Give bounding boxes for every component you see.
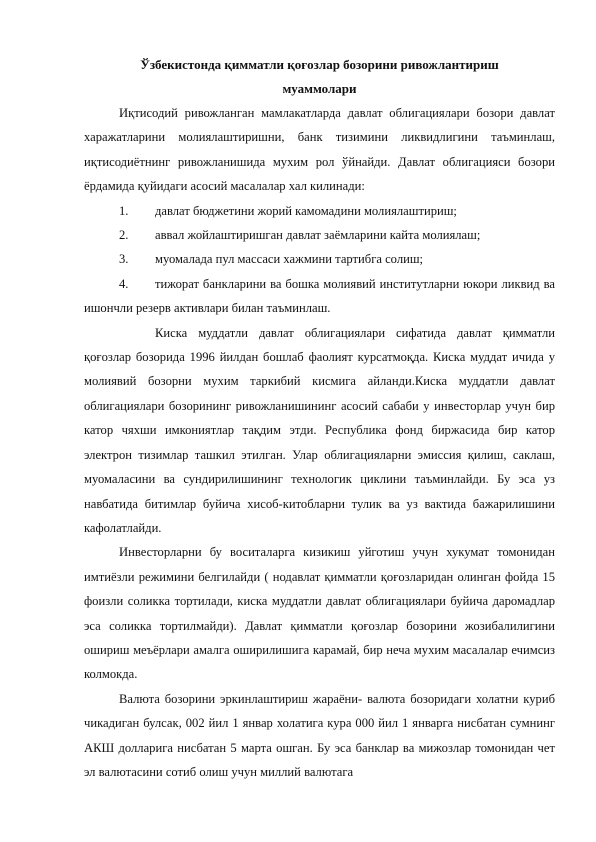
list-item-number: 3. — [119, 252, 129, 267]
currency-market-paragraph: Валюта бозорини эркинлаштириш жараёни- валюта бозоридаги холатни куриб чикадиган булсак, 002 йил 1 январ холатига кура 000 йил 1 январга нисбатан сумнинг АКШ долларига нисбатан 5 марта ошган. Бу эса банклар ва мижозлар томонидан чет эл валютасини сотиб олиш учун миллий валютага — [84, 691, 555, 779]
list-item — [84, 247, 555, 271]
list-item — [84, 199, 555, 223]
list-item-text: муомалада пул массаси хажмини тартибга солиш; — [155, 252, 424, 267]
document-page — [84, 53, 555, 784]
document-title-line-1: Ўзбекистонда қимматли қоғозлар бозорини ривожлантириш — [140, 57, 499, 72]
tasks-list — [84, 199, 555, 321]
document-title-line-2: муаммолари — [282, 81, 357, 96]
list-item-number: 4. — [119, 276, 129, 291]
list-item-number: 2. — [119, 228, 129, 243]
list-item-text: тижорат банкларини ва бошка молиявий институтларни юкори ликвид ва ишончли резерв активлари билан таъминлаш. — [84, 276, 555, 316]
list-item — [84, 223, 555, 247]
investors-paragraph: Инвесторларни бу воситаларга кизикиш уйготиш учун хукумат томонидан имтиёзли режимини белгилайди ( нодавлат қимматли қоғозларидан олинган фойда 15 фоизли соликка тортилади, киска муддатли давлат облигациялари буйича даромадлар эса соликка тортилмайди). Давлат қимматли қоғозлар бозорини жозибалилигини ошириш меъёрлари амалга оширилишига карамай, бир неча мухим масалалар ечимсиз колмокда. — [84, 545, 555, 682]
short-term-bonds-paragraph: Киска муддатли давлат облигациялари сифатида давлат қимматли қоғозлар бозорида 1996 йилдан бошлаб фаолият курсатмоқда. Киска муддат ичида у молиявий бозорни мухим таркибий кисмига айланди.Киска муддатли давлат облигациялари бозорининг ривожланишининг асосий сабаби у инвесторлар учун бир катор чяхши имкониятлар тақдим этди. Республика фонд биржасида бир катор электрон тизимлар ташкил этилган. Улар облигацияларни эмиссия қилиш, саклаш, муомаласини ва сундирилишининг технологик циклини таъминлайди. Бу эса уз навбатида битимлар буйича хисоб-китобларни тулик ва уз вактида бажарилишини кафолатлайди. — [84, 325, 555, 535]
intro-paragraph: Иқтисодий ривожланган мамлакатларда давлат облигациялари бозори давлат харажатларини молиялаштиришни, банк тизимини ликвидлигини таъминлаш, иқтисодиётнинг ривожланишида мухим рол ўйнайди. Давлат облигацияси бозори ёрдамида қуйидаги асосий масалалар хал килинади: — [84, 106, 555, 194]
list-item — [84, 272, 555, 321]
list-item-text: аввал жойлаштиришган давлат заёмларини кайта молиялаш; — [155, 228, 481, 243]
list-item-text: давлат бюджетини жорий камомадини молиялаштириш; — [155, 203, 457, 218]
list-item-number: 1. — [119, 203, 129, 218]
